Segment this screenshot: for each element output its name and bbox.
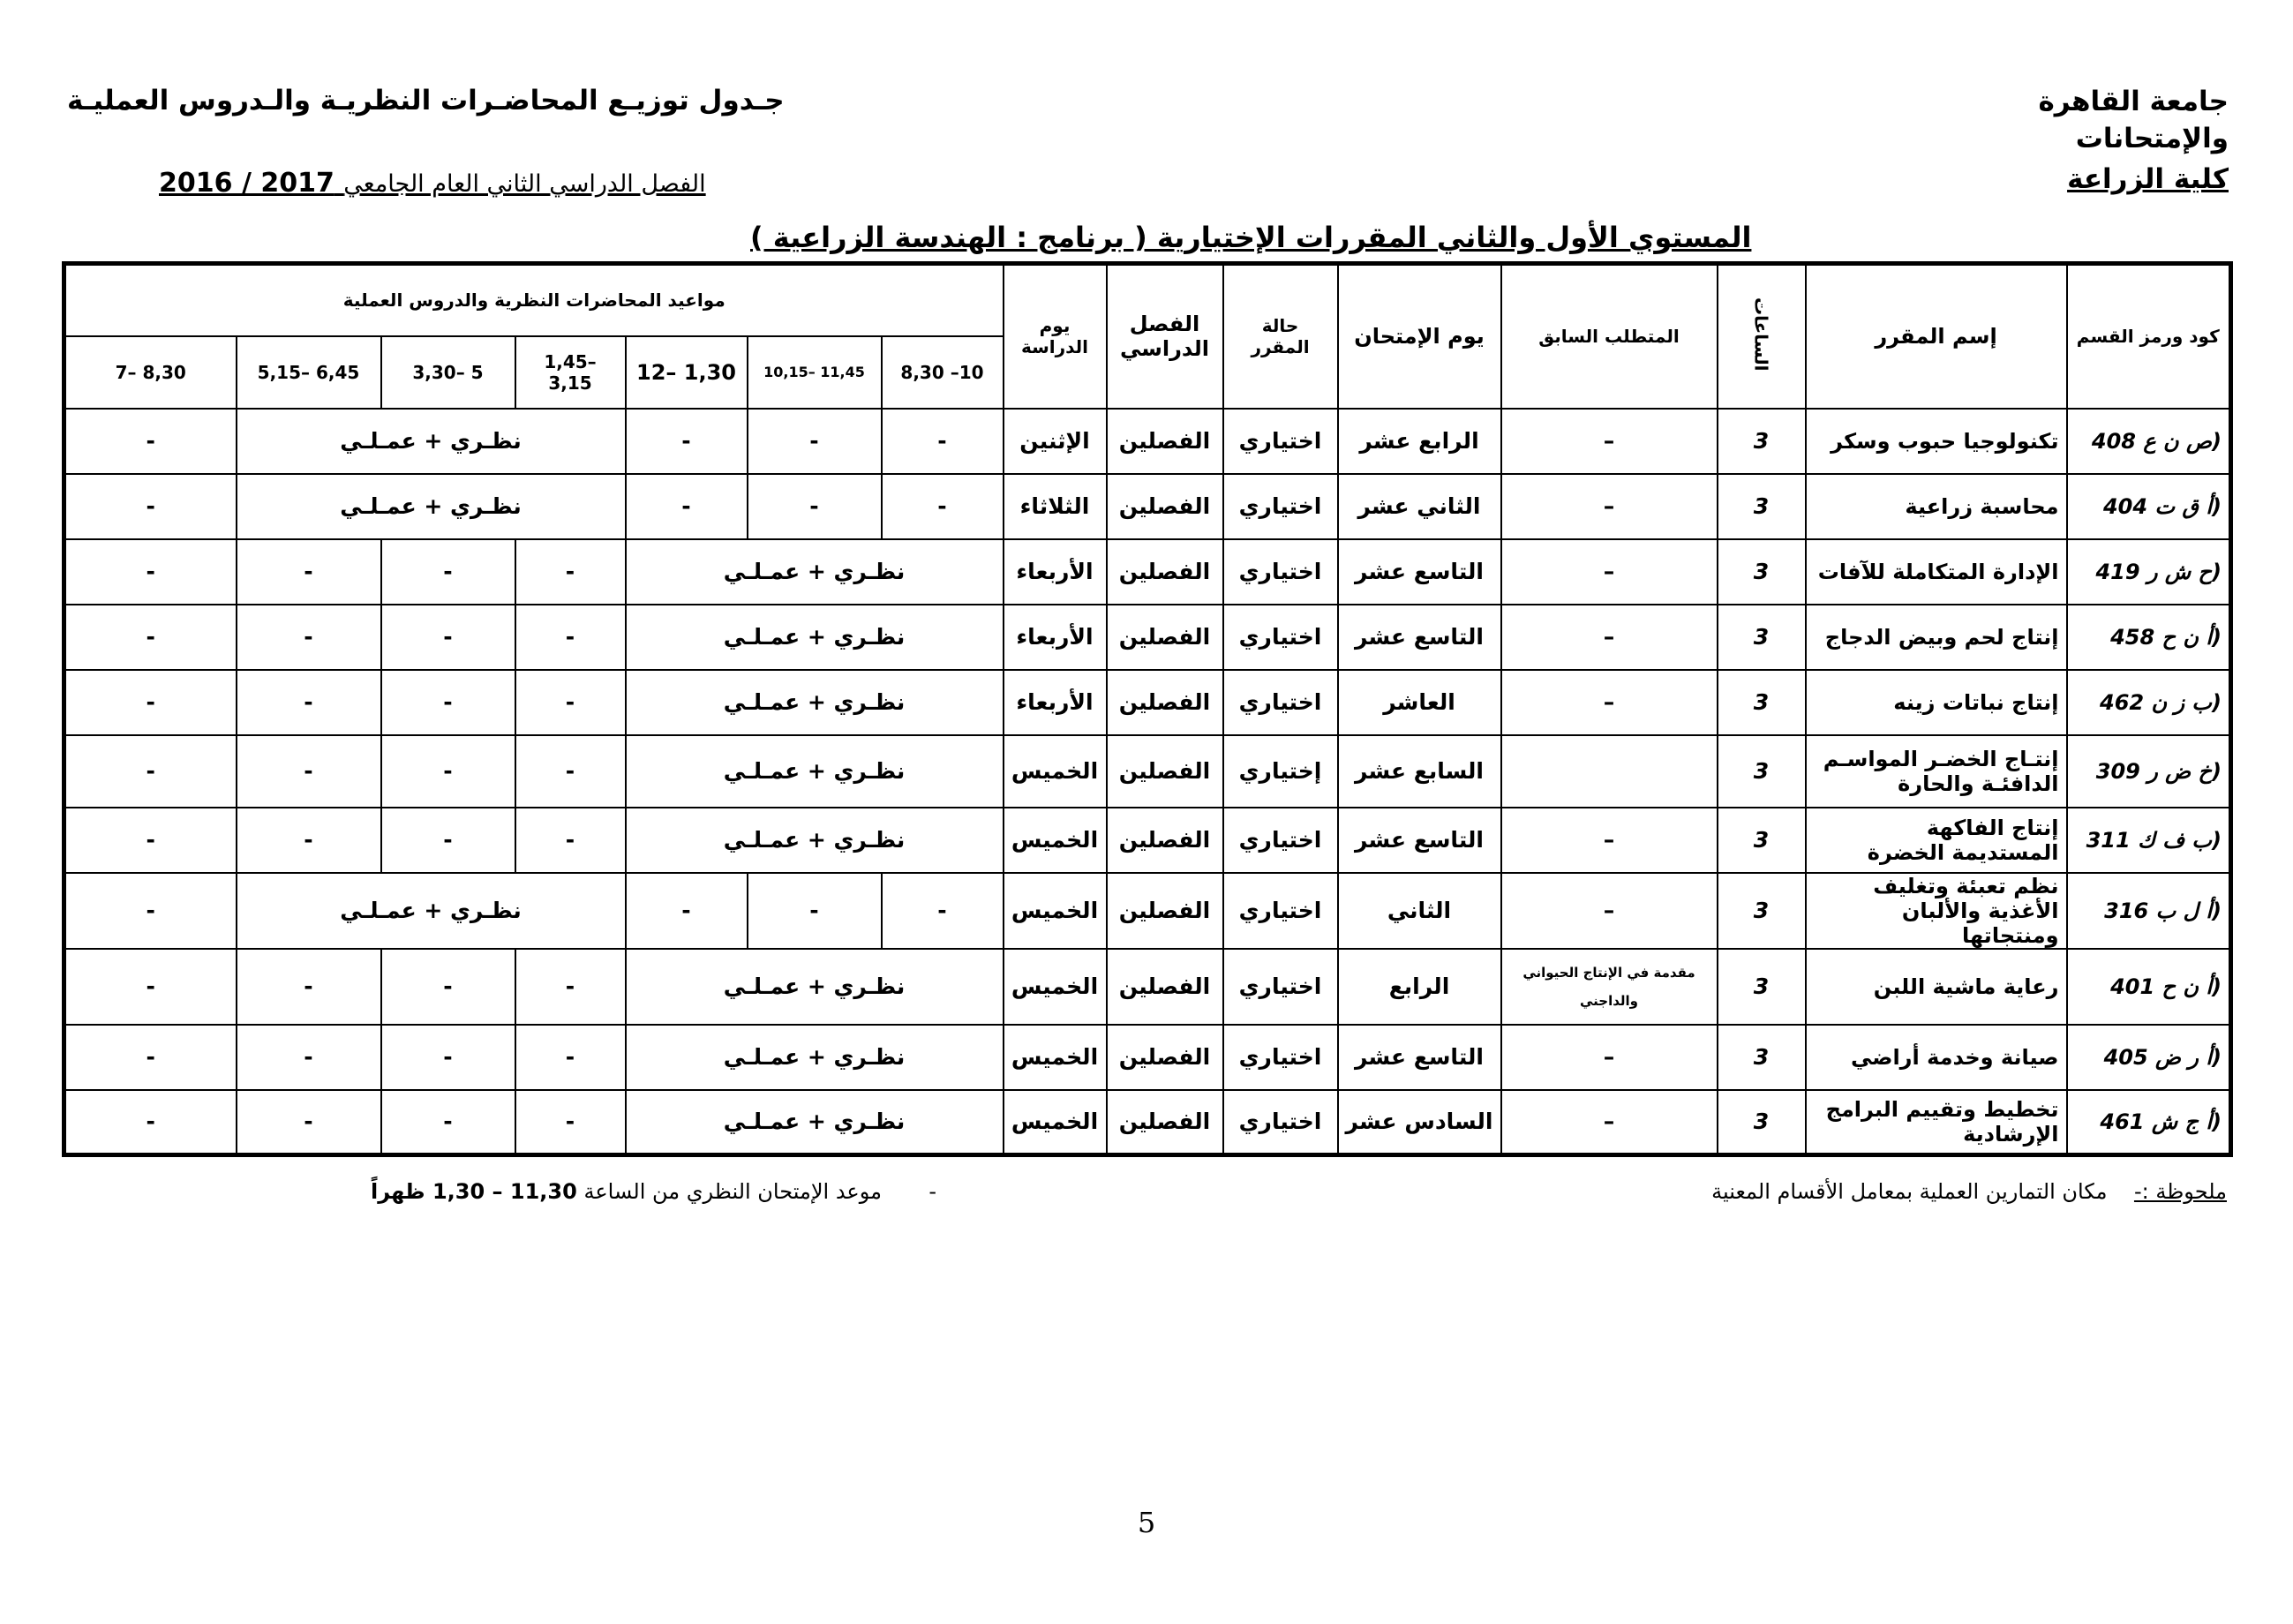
academic-year: 2016 / 2017 <box>159 168 335 199</box>
col-term-header: الفصل الدراسي <box>1107 264 1223 409</box>
course-code-cell <box>2067 474 2231 539</box>
study-day-cell: الإثنين <box>1004 409 1107 474</box>
table-row <box>64 808 2231 873</box>
merged-slot-cell: نظـري + عمـلـي <box>626 735 1004 808</box>
study-day-cell: الخميس <box>1004 949 1107 1025</box>
prereq-cell: – <box>1501 1025 1718 1090</box>
status-cell: اختياري <box>1223 474 1338 539</box>
slot-header: 1,45– 3,15 <box>515 336 626 409</box>
slot-header: 8,30 –10 <box>882 336 1004 409</box>
footer-note <box>1711 1179 2227 1204</box>
study-day-cell: الأربعاء <box>1004 539 1107 605</box>
course-code-letters: (أ ر ض <box>2155 1044 2222 1070</box>
term-cell: الفصلين <box>1107 949 1223 1025</box>
study-day-cell: الخميس <box>1004 1090 1107 1155</box>
slot-cell: - <box>64 808 237 873</box>
study-day-cell: الخميس <box>1004 735 1107 808</box>
slot-cell: - <box>237 808 381 873</box>
page-number: 5 <box>1137 1506 1156 1539</box>
status-cell: اختياري <box>1223 670 1338 735</box>
study-day-cell: الثلاثاء <box>1004 474 1107 539</box>
slot-cell: - <box>64 670 237 735</box>
table-row <box>64 474 2231 539</box>
term-cell: الفصلين <box>1107 605 1223 670</box>
term-cell: الفصلين <box>1107 539 1223 605</box>
prereq-cell: – <box>1501 539 1718 605</box>
course-code-letters: (ب ف ك <box>2138 827 2222 853</box>
course-code-number: 462 <box>2100 689 2145 715</box>
footer-dash: - <box>928 1179 937 1204</box>
course-name-cell: إنتاج لحم وبيض الدجاج <box>1806 605 2067 670</box>
course-code-letters: (أ ن ح <box>2161 974 2222 999</box>
course-code-number: 419 <box>2095 559 2140 584</box>
exam-day-cell: العاشر <box>1338 670 1501 735</box>
semester-text: الفصل الدراسي الثاني العام الجامعي <box>343 170 706 198</box>
course-hours-cell: 3 <box>1718 409 1806 474</box>
term-cell: الفصلين <box>1107 1025 1223 1090</box>
status-cell: اختياري <box>1223 808 1338 873</box>
footer-exam-time <box>371 1179 936 1204</box>
exam-time-prefix: موعد الإمتحان النظري من الساعة <box>583 1179 882 1204</box>
slot-cell: - <box>515 1025 626 1090</box>
slot-cell: - <box>381 539 515 605</box>
course-hours-cell: 3 <box>1718 949 1806 1025</box>
table-row <box>64 1090 2231 1155</box>
course-hours-cell: 3 <box>1718 1090 1806 1155</box>
merged-slot-cell: نظـري + عمـلـي <box>237 474 626 539</box>
slot-cell: - <box>515 808 626 873</box>
merged-slot-cell: نظـري + عمـلـي <box>626 1025 1004 1090</box>
course-code-letters: (ح ش ر <box>2146 559 2222 584</box>
course-code-number: 405 <box>2103 1044 2148 1070</box>
course-name-cell: صيانة وخدمة أراضي <box>1806 1025 2067 1090</box>
course-code-letters: (أ ق ت <box>2154 493 2222 519</box>
course-hours-cell: 3 <box>1718 474 1806 539</box>
slot-cell: - <box>64 409 237 474</box>
course-hours-cell: 3 <box>1718 873 1806 949</box>
prereq-cell: – <box>1501 409 1718 474</box>
slot-cell: - <box>381 670 515 735</box>
prereq-cell: – <box>1501 1090 1718 1155</box>
slot-cell: - <box>64 539 237 605</box>
slot-header: 7– 8,30 <box>64 336 237 409</box>
slot-cell: - <box>626 474 748 539</box>
exam-day-cell: التاسع عشر <box>1338 1025 1501 1090</box>
note-label: ملحوظة :- <box>2133 1179 2227 1204</box>
course-code-number: 311 <box>2086 827 2131 853</box>
col-exam-day-header: يوم الإمتحان <box>1338 264 1501 409</box>
faculty-name: كلية الزراعة <box>2067 163 2229 195</box>
slot-cell: - <box>381 1090 515 1155</box>
course-code-letters: (أ ن ح <box>2161 624 2222 650</box>
study-day-cell: الأربعاء <box>1004 670 1107 735</box>
slot-cell: - <box>515 605 626 670</box>
table-row <box>64 409 2231 474</box>
col-prereq-header: المتطلب السابق <box>1501 264 1718 409</box>
course-code-number: 404 <box>2102 493 2148 519</box>
term-cell: الفصلين <box>1107 670 1223 735</box>
table-row <box>64 949 2231 1025</box>
note-text: مكان التمارين العملية بمعامل الأقسام المعنية <box>1711 1179 2108 1204</box>
slot-cell: - <box>64 605 237 670</box>
course-code-number: 401 <box>2110 974 2155 999</box>
course-code-cell <box>2067 409 2231 474</box>
exam-time-value: 11,30 – 1,30 ظهراً <box>371 1179 577 1204</box>
prereq-cell <box>1501 735 1718 808</box>
course-name-cell: رعاية ماشية اللبن <box>1806 949 2067 1025</box>
course-hours-cell: 3 <box>1718 1025 1806 1090</box>
course-hours-cell: 3 <box>1718 670 1806 735</box>
status-cell: اختياري <box>1223 409 1338 474</box>
status-cell: اختياري <box>1223 873 1338 949</box>
col-slots-header: مواعيد المحاضرات النظرية والدروس العملية <box>64 264 1004 336</box>
course-name-cell: إنتاج الفاكهة المستديمة الخضرة <box>1806 808 2067 873</box>
exam-day-cell: الرابع <box>1338 949 1501 1025</box>
slot-cell: - <box>515 539 626 605</box>
course-code-cell <box>2067 1025 2231 1090</box>
slot-cell: - <box>237 1090 381 1155</box>
course-code-number: 461 <box>2100 1109 2145 1134</box>
exam-day-cell: الثاني <box>1338 873 1501 949</box>
merged-slot-cell: نظـري + عمـلـي <box>626 539 1004 605</box>
status-cell: اختياري <box>1223 1025 1338 1090</box>
course-name-cell: تخطيط وتقييم البرامج الإرشادية <box>1806 1090 2067 1155</box>
exams-label: والإمتحانات <box>2075 123 2229 154</box>
merged-slot-cell: نظـري + عمـلـي <box>237 873 626 949</box>
course-code-letters: (أ ل ب <box>2155 898 2222 923</box>
study-day-cell: الأربعاء <box>1004 605 1107 670</box>
study-day-cell: الخميس <box>1004 873 1107 949</box>
exam-day-cell: التاسع عشر <box>1338 605 1501 670</box>
course-hours-cell: 3 <box>1718 539 1806 605</box>
exam-day-cell: التاسع عشر <box>1338 808 1501 873</box>
prereq-cell: – <box>1501 873 1718 949</box>
slot-cell: - <box>381 605 515 670</box>
slot-cell: - <box>64 1025 237 1090</box>
status-cell: إختياري <box>1223 735 1338 808</box>
exam-day-cell: التاسع عشر <box>1338 539 1501 605</box>
course-code-cell <box>2067 808 2231 873</box>
course-code-cell <box>2067 539 2231 605</box>
term-cell: الفصلين <box>1107 474 1223 539</box>
slot-cell: - <box>515 735 626 808</box>
slot-cell: - <box>237 605 381 670</box>
merged-slot-cell: نظـري + عمـلـي <box>626 808 1004 873</box>
course-code-number: 316 <box>2104 898 2149 923</box>
status-cell: اختياري <box>1223 605 1338 670</box>
schedule-title: جـدول توزيـع المحاضـرات النظريـة والـدروس العمليـة <box>67 85 785 117</box>
course-code-letters: (أ ج ش <box>2151 1109 2222 1134</box>
slot-cell: - <box>882 873 1004 949</box>
main-title: المستوي الأول والثاني المقررات الإختيارية ( برنامج : الهندسة الزراعية ) <box>750 221 1752 254</box>
course-name-cell: نظم تعبئة وتغليف الأغذية والألبان ومنتجاتها <box>1806 873 2067 949</box>
course-hours-cell: 3 <box>1718 735 1806 808</box>
course-name-cell: إنتـاج الخضـر المواسـم الدافئـة والحارة <box>1806 735 2067 808</box>
prereq-cell: – <box>1501 474 1718 539</box>
slot-cell: - <box>748 873 882 949</box>
exam-day-cell: السادس عشر <box>1338 1090 1501 1155</box>
course-hours-cell: 3 <box>1718 605 1806 670</box>
table-row <box>64 670 2231 735</box>
exam-day-cell: السابع عشر <box>1338 735 1501 808</box>
study-day-cell: الخميس <box>1004 808 1107 873</box>
slot-cell: - <box>515 670 626 735</box>
term-cell: الفصلين <box>1107 1090 1223 1155</box>
slot-cell: - <box>237 735 381 808</box>
course-code-number: 309 <box>2095 758 2140 784</box>
col-name-header: إسم المقرر <box>1806 264 2067 409</box>
status-cell: اختياري <box>1223 539 1338 605</box>
status-cell: اختياري <box>1223 1090 1338 1155</box>
course-name-cell: إنتاج نباتات زينه <box>1806 670 2067 735</box>
slot-header: 12– 1,30 <box>626 336 748 409</box>
course-code-cell <box>2067 735 2231 808</box>
table-row <box>64 1025 2231 1090</box>
slot-header: 5,15– 6,45 <box>237 336 381 409</box>
prereq-cell: – <box>1501 670 1718 735</box>
course-code-cell <box>2067 873 2231 949</box>
slot-cell: - <box>381 735 515 808</box>
course-code-letters: (خ ض ر <box>2147 758 2222 784</box>
slot-cell: - <box>237 949 381 1025</box>
term-cell: الفصلين <box>1107 873 1223 949</box>
slot-cell: - <box>515 1090 626 1155</box>
table-row <box>64 539 2231 605</box>
exam-day-cell: الرابع عشر <box>1338 409 1501 474</box>
semester-line <box>159 168 706 199</box>
course-code-number: 408 <box>2091 428 2136 454</box>
slot-cell: - <box>64 873 237 949</box>
slot-cell: - <box>237 670 381 735</box>
table-row <box>64 873 2231 949</box>
slot-cell: - <box>882 409 1004 474</box>
slot-cell: - <box>626 873 748 949</box>
status-cell: اختياري <box>1223 949 1338 1025</box>
merged-slot-cell: نظـري + عمـلـي <box>626 949 1004 1025</box>
merged-slot-cell: نظـري + عمـلـي <box>237 409 626 474</box>
term-cell: الفصلين <box>1107 409 1223 474</box>
col-study-day-header: يوم الدراسة <box>1004 264 1107 409</box>
slot-cell: - <box>748 474 882 539</box>
merged-slot-cell: نظـري + عمـلـي <box>626 605 1004 670</box>
slot-cell: - <box>237 1025 381 1090</box>
slot-header: 3,30– 5 <box>381 336 515 409</box>
prereq-cell: – <box>1501 605 1718 670</box>
slot-cell: - <box>64 474 237 539</box>
course-name-cell: محاسبة زراعية <box>1806 474 2067 539</box>
slot-cell: - <box>381 1025 515 1090</box>
slot-cell: - <box>381 949 515 1025</box>
course-code-cell <box>2067 1090 2231 1155</box>
term-cell: الفصلين <box>1107 735 1223 808</box>
table-row <box>64 735 2231 808</box>
course-code-letters: (ص ن ع <box>2143 428 2222 454</box>
course-code-cell <box>2067 605 2231 670</box>
course-name-cell: تكنولوجيا حبوب وسكر <box>1806 409 2067 474</box>
course-code-cell <box>2067 949 2231 1025</box>
course-name-cell: الإدارة المتكاملة للآفات <box>1806 539 2067 605</box>
prereq-cell: – <box>1501 808 1718 873</box>
slot-cell: - <box>515 949 626 1025</box>
study-day-cell: الخميس <box>1004 1025 1107 1090</box>
col-hours-header <box>1718 264 1806 409</box>
exam-day-cell: الثاني عشر <box>1338 474 1501 539</box>
slot-cell: - <box>64 735 237 808</box>
course-code-letters: (ب ز ن <box>2151 689 2222 715</box>
merged-slot-cell: نظـري + عمـلـي <box>626 1090 1004 1155</box>
slot-cell: - <box>64 949 237 1025</box>
course-code-number: 458 <box>2110 624 2155 650</box>
slot-cell: - <box>748 409 882 474</box>
prereq-cell: مقدمة في الإنتاج الحيواني والداجني <box>1501 949 1718 1025</box>
slot-cell: - <box>64 1090 237 1155</box>
university-name: جامعة القاهرة <box>2038 86 2229 117</box>
table-row <box>64 605 2231 670</box>
term-cell: الفصلين <box>1107 808 1223 873</box>
header-row-1 <box>64 264 2231 336</box>
schedule-table <box>62 261 2233 1157</box>
slot-cell: - <box>626 409 748 474</box>
slot-cell: - <box>882 474 1004 539</box>
course-code-cell <box>2067 670 2231 735</box>
slot-cell: - <box>381 808 515 873</box>
course-hours-cell: 3 <box>1718 808 1806 873</box>
col-code-header: كود ورمز القسم <box>2067 264 2231 409</box>
col-status-header: حالة المقرر <box>1223 264 1338 409</box>
merged-slot-cell: نظـري + عمـلـي <box>626 670 1004 735</box>
slot-header: 10,15– 11,45 <box>748 336 882 409</box>
slot-cell: - <box>237 539 381 605</box>
hours-header-text: الساعات <box>1750 297 1772 371</box>
